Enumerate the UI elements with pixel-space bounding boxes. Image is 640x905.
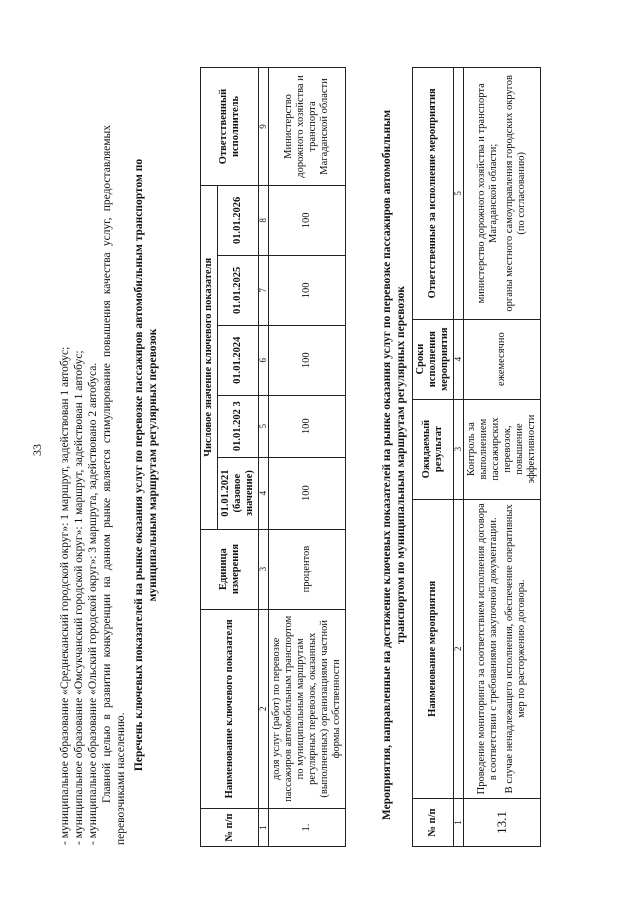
col-header-2025: 01.01.2025 xyxy=(218,255,259,325)
col-number: 3 xyxy=(259,529,269,609)
col-number: 6 xyxy=(259,325,269,395)
row-value-2026: 100 xyxy=(269,185,346,255)
col-header-term: Сроки исполнения мероприятия xyxy=(413,319,454,399)
col-header-resp: Ответственные за исполнение мероприятия xyxy=(413,68,454,320)
col-number: 4 xyxy=(259,457,269,529)
row-resp-part: органы местного самоуправления городских округов (по согласованию) xyxy=(504,75,527,312)
row-resp xyxy=(464,68,541,320)
col-header-result: Ожидаемый результат xyxy=(413,399,454,499)
col-header-group: Числовое значение ключевого показателя xyxy=(201,185,218,529)
col-header-2024: 01.01.2024 xyxy=(218,325,259,395)
row-unit: процентов xyxy=(269,529,346,609)
col-header-name: Наименование ключевого показателя xyxy=(201,609,259,809)
row-num: 13.1 xyxy=(464,799,541,847)
column-number-row xyxy=(259,68,269,847)
table2-title: Мероприятия, направленные на достижение ключевых показателей на рынке оказания услуг по перевозке пассажиров автомобильным транспортом по муниципальным маршрутам регулярных перевозок xyxy=(381,109,407,821)
page-number: 33 xyxy=(30,444,44,456)
intro-paragraph: Главной целью в развитии конкуренции на данном рынке является стимулирование повышения качества услуг, предоставляемых перевозчиками населению. xyxy=(101,125,127,845)
col-number: 1 xyxy=(454,799,464,847)
col-header-resp: Ответственный исполнитель xyxy=(201,68,259,186)
key-indicators-table xyxy=(200,67,346,847)
col-header-num: № п/п xyxy=(201,809,259,847)
row-term: ежемесячно xyxy=(464,319,541,399)
row-name: доля услуг (работ) по перевозке пассажиров автомобильным транспортом по муниципальным маршрутам регулярных перевозок, оказанных (выполненных) организациями частной формы собственности xyxy=(269,609,346,809)
row-value-2024: 100 xyxy=(269,325,346,395)
row-name-part: Проведение мониторинга за соответствием исполнения договора в соответствии с требованиями закупочной документации. xyxy=(476,503,499,795)
col-number: 2 xyxy=(259,609,269,809)
col-number: 5 xyxy=(259,395,269,457)
intro-line: - муниципальное образование «Среднеканский городской округ»: 1 маршрут, задействован 1 автобус; xyxy=(59,346,71,845)
measures-table xyxy=(412,67,541,847)
col-number: 7 xyxy=(259,255,269,325)
row-name xyxy=(464,499,541,799)
col-header-num: № п/п xyxy=(413,799,454,847)
row-resp-part: министерство дорожного хозяйства и транспорта Магаданской области; xyxy=(476,83,499,304)
col-header-2023: 01.01.202 3 xyxy=(218,395,259,457)
col-number: 8 xyxy=(259,185,269,255)
row-resp: Министерство дорожного хозяйства и транспорта Магаданской области xyxy=(269,68,346,186)
row-name-part: В случае ненадлежащего исполнения, обеспечение оперативных мер по расторжению договора. xyxy=(504,504,527,794)
col-number: 9 xyxy=(259,68,269,186)
col-number: 5 xyxy=(454,68,464,320)
intro-line: - муниципальное образование «Ольский городской округ»: 3 маршрута, задействовано 2 автобуса. xyxy=(87,362,99,845)
col-header-unit: Единица измерения xyxy=(201,529,259,609)
table-row xyxy=(269,68,346,847)
row-value-2023: 100 xyxy=(269,395,346,457)
row-result: Контроль за выполнением пассажирских перевозок, повышение эффективности xyxy=(464,399,541,499)
col-header-name: Наименование мероприятия xyxy=(413,499,454,799)
intro-line: - муниципальное образование «Омсукчанский городской округ»: 1 маршрут, задействован 1 автобус; xyxy=(73,350,85,845)
row-num: 1. xyxy=(269,809,346,847)
row-value-2021: 100 xyxy=(269,457,346,529)
table1-title: Перечень ключевых показателей на рынке оказания услуг по перевозке пассажиров автомобильным транспортом по муниципальным маршрутам регулярных перевозок xyxy=(133,158,159,772)
column-number-row xyxy=(454,68,464,847)
col-header-2021: 01.01.2021 (базовое значение) xyxy=(218,457,259,529)
col-number: 3 xyxy=(454,399,464,499)
col-header-2026: 01.01.2026 xyxy=(218,185,259,255)
col-number: 4 xyxy=(454,319,464,399)
col-number: 1 xyxy=(259,809,269,847)
row-value-2025: 100 xyxy=(269,255,346,325)
col-number: 2 xyxy=(454,499,464,799)
table-row xyxy=(464,68,541,847)
intro-text xyxy=(58,125,128,845)
